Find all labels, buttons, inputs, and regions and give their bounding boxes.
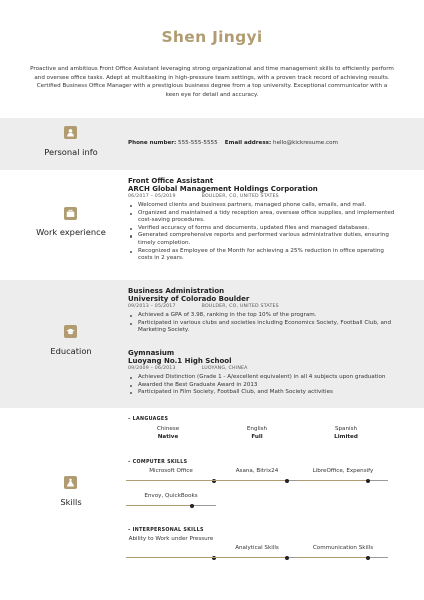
language-item [301, 425, 391, 441]
education-meta [128, 365, 396, 373]
language-name: English [246, 426, 268, 432]
education-degree: Gymnasium [128, 349, 175, 357]
skill-bar [126, 557, 216, 558]
education-degree: Business Administration [128, 287, 225, 295]
email-label: Email address: [224, 140, 272, 146]
list-item: Awarded the Best Graduate Award in 2013 [128, 382, 396, 390]
graduation-cap-icon [64, 325, 77, 338]
skill-bar [126, 505, 216, 506]
skill-bar-fill [126, 480, 216, 481]
list-item: Achieved Distinction (Grade 1 - A/excellent equivalent) in all 4 subjects upon graduation [128, 374, 396, 382]
email-value: hello@kickresume.com [273, 140, 338, 146]
language-name: Chinese [156, 426, 180, 432]
skill-item [212, 468, 302, 475]
computer-skills-heading-text: COMPUTER SKILLS [132, 460, 188, 465]
education-dates: 09/2009 – 06/2013 [128, 366, 176, 371]
skill-name: LibreOffice, Expensify [312, 468, 374, 474]
list-item: Organized and maintained a tidy reception area, oversaw office supplies, and implemented cost-saving procedures. [128, 210, 396, 225]
education-bullets [128, 374, 396, 397]
skill-item [298, 545, 388, 552]
education-entry [128, 287, 396, 335]
section-title-work-experience: Work experience [36, 227, 106, 237]
list-item: Participated in various clubs and societies including Economics Society, Football Club, and Marketing Society. [128, 320, 396, 335]
job-location: BOULDER, CO, UNITED STATES [201, 194, 279, 199]
job-company: ARCH Global Management Holdings Corporation [128, 185, 318, 193]
skill-bar-fill [126, 557, 216, 558]
list-item: Welcomed clients and business partners, managed phone calls, emails, and mail. [128, 202, 396, 210]
skill-name: Envoy, QuickBooks [144, 493, 198, 499]
education-location: BOULDER, CO, UNITED STATES [201, 304, 279, 309]
education-school: University of Colorado Boulder [128, 295, 250, 303]
skill-item [126, 468, 216, 475]
job-dates: 06/2017 – 05/2019 [128, 194, 176, 199]
section-title-personal-info: Personal info [44, 147, 98, 157]
education-school: Luoyang No.1 High School [128, 357, 232, 365]
education-meta [128, 303, 396, 311]
education-dates: 09/2013 – 05/2017 [128, 304, 176, 309]
skill-name: Asana, Bitrix24 [235, 468, 279, 474]
section-title-education: Education [50, 346, 92, 356]
skill-bar-marker [190, 504, 194, 508]
education-entry [128, 349, 396, 397]
skill-bar-fill [126, 505, 194, 506]
profile-summary: Proactive and ambitious Front Office Assistant leveraging strong organizational and time management skills to efficiently perform and oversee office tasks. Adept at multitasking in high-pressure team settings, with a proven track record of achieving results. Certified Business Office Manager with a prestigious business degree from a top university. Exceptional communicator with a keen eye for detail and accuracy. [30, 66, 394, 98]
phone-value: 555-555-5555 [178, 140, 218, 146]
skill-name: Analytical Skills [235, 545, 279, 551]
language-level: Full [251, 434, 263, 440]
phone-label: Phone number: [128, 140, 177, 146]
language-item [123, 425, 213, 441]
skill-name: Ability to Work under Pressure [128, 536, 214, 542]
language-item [212, 425, 302, 441]
education-location: LUOYANG, CHINEA [201, 366, 248, 371]
contact-line [128, 140, 338, 146]
skill-bar-fill [212, 557, 289, 558]
skill-bar-marker [366, 479, 370, 483]
list-item: Recognized as Employee of the Month for achieving a 25% reduction in office operating costs in 2 years. [128, 248, 396, 263]
skill-bar [212, 557, 302, 558]
skill-name: Microsoft Office [149, 468, 193, 474]
language-level: Native [157, 434, 179, 440]
languages-heading-text: LANGUAGES [132, 417, 169, 422]
skill-bar [126, 480, 216, 481]
job-position: Front Office Assistant [128, 177, 214, 185]
user-icon [64, 126, 77, 139]
skill-item [126, 493, 216, 500]
flask-icon [64, 476, 77, 489]
skill-bar-marker [366, 556, 370, 560]
skill-item [126, 536, 216, 543]
language-level: Limited [334, 434, 358, 440]
skill-bar-fill [212, 480, 289, 481]
interpersonal-skills-heading: – INTERPERSONAL SKILLS [128, 528, 204, 533]
section-title-skills: Skills [60, 497, 82, 507]
education-bullets [128, 312, 396, 335]
skill-bar-fill [298, 557, 370, 558]
list-item: Participated in Film Society, Football Club, and Math Society activities [128, 389, 396, 397]
skill-bar-marker [285, 556, 289, 560]
language-name: Spanish [334, 426, 358, 432]
computer-skills-heading: – COMPUTER SKILLS [128, 460, 188, 465]
list-item: Generated comprehensive reports and performed various administrative duties, ensuring timely completion. [128, 232, 396, 247]
skill-item [298, 468, 388, 475]
briefcase-icon [64, 207, 77, 220]
list-item: Achieved a GPA of 3.98, ranking in the top 10% of the program. [128, 312, 396, 320]
list-item: Verified accuracy of forms and documents, updated files and managed databases. [128, 225, 396, 233]
languages-heading: – LANGUAGES [128, 417, 169, 422]
resume-header [0, 0, 424, 118]
skill-name: Communication Skills [312, 545, 374, 551]
candidate-name: Shen Jingyi [161, 28, 263, 46]
job-bullets [128, 202, 396, 263]
skill-bar [298, 480, 388, 481]
skill-bar [212, 480, 302, 481]
skill-item [212, 545, 302, 552]
skill-bar-marker [285, 479, 289, 483]
skill-bar [298, 557, 388, 558]
job-meta [128, 193, 396, 201]
job-entry [128, 177, 396, 263]
skill-bar-fill [298, 480, 370, 481]
interpersonal-skills-heading-text: INTERPERSONAL SKILLS [132, 528, 204, 533]
